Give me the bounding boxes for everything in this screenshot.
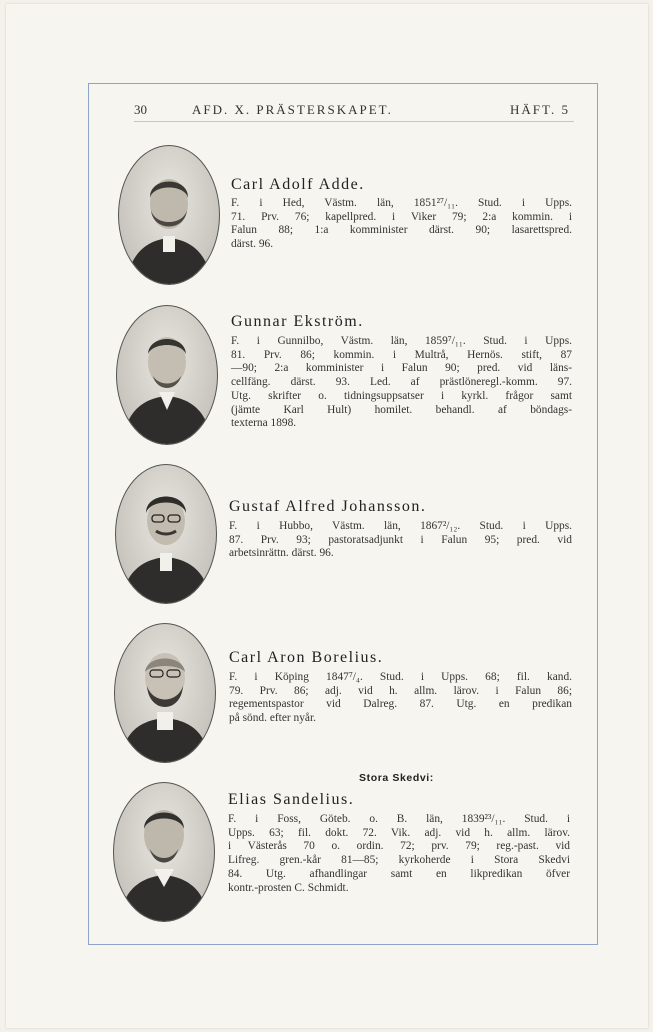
header-title: AFD. X. PRÄSTERSKAPET. bbox=[192, 102, 393, 117]
bio-line: (jämte Karl Hult) homilet. behandl. af böndags- bbox=[231, 403, 572, 416]
bio-line: i Västerås 70 o. ordin. 72; prv. 79; reg.-past. vid bbox=[228, 840, 570, 853]
bio-line: F. i Gunnilbo, Västm. län, 1859⁷/₁₁. Stud. i Upps. bbox=[231, 335, 572, 347]
running-header bbox=[134, 102, 574, 120]
bio-line: —90; 2:a komminister i Falun 90; pred. vid läns- bbox=[231, 362, 572, 375]
entry-name: Gunnar Ekström. bbox=[231, 313, 364, 330]
bio-line: cellfäng. därst. 93. Led. af prästlöneregl.-komm. 97. bbox=[231, 376, 572, 389]
bio-line: regementspastor vid Dalreg. 87. Utg. en predikan bbox=[229, 698, 572, 711]
entry-bio bbox=[231, 197, 572, 252]
header-rule bbox=[134, 121, 574, 122]
bio-line: F. i Hed, Västm. län, 1851²⁷/₁₁. Stud. i Upps. bbox=[231, 197, 572, 209]
entry-bio bbox=[231, 335, 572, 431]
portrait-photo bbox=[115, 464, 217, 604]
portrait-figure bbox=[115, 624, 215, 762]
portrait-photo bbox=[113, 782, 215, 922]
bio-line: arbetsinrättn. därst. 96. bbox=[229, 547, 334, 560]
section-label: Stora Skedvi: bbox=[359, 772, 434, 784]
entry-bio bbox=[228, 813, 570, 895]
entry-name: Carl Adolf Adde. bbox=[231, 176, 365, 193]
bio-line: Utg. skrifter o. tidningsuppsatser i kyrkl. frågor samt bbox=[231, 389, 572, 402]
header-volume: HÄFT. 5 bbox=[510, 102, 570, 117]
bio-line: kontr.-prosten C. Schmidt. bbox=[228, 881, 349, 894]
bio-line: 81. Prv. 86; kommin. i Multrå, Hernös. stift, 87 bbox=[231, 348, 572, 361]
bio-line: texterna 1898. bbox=[231, 417, 297, 430]
portrait-figure bbox=[119, 146, 219, 284]
portrait-figure bbox=[114, 783, 214, 921]
bio-line: Falun 88; 1:a komminister därst. 90; lasarettspred. bbox=[231, 224, 572, 237]
portrait-photo bbox=[114, 623, 216, 763]
bio-line: Upps. 63; fil. dokt. 72. Vik. adj. vid h. allm. lärov. bbox=[228, 826, 570, 839]
bio-line: på sönd. efter nyår. bbox=[229, 712, 316, 725]
bio-line: 84. Utg. afhandlingar samt en likpredikan öfver bbox=[228, 867, 570, 880]
entry-bio bbox=[229, 520, 572, 561]
bio-line: F. i Köping 1847⁷/₄. Stud. i Upps. 68; fil. kand. bbox=[229, 671, 572, 683]
entry-name: Elias Sandelius. bbox=[228, 791, 355, 808]
entry-bio bbox=[229, 671, 572, 726]
page-number: 30 bbox=[134, 102, 147, 117]
bio-line: därst. 96. bbox=[231, 238, 274, 251]
bio-line: 79. Prv. 86; adj. vid h. allm. lärov. i Falun 86; bbox=[229, 684, 572, 697]
bio-line: Lifreg. gren.-kår 81—85; kyrkoherde i Stora Skedvi bbox=[228, 854, 570, 867]
bio-line: 87. Prv. 93; pastoratsadjunkt i Falun 95; pred. vid bbox=[229, 533, 572, 546]
bio-line: F. i Hubbo, Västm. län, 1867²/₁₂. Stud. i Upps. bbox=[229, 520, 572, 532]
portrait-figure bbox=[116, 465, 216, 603]
entry-name: Gustaf Alfred Johansson. bbox=[229, 498, 427, 515]
portrait-photo bbox=[116, 305, 218, 445]
bio-line: F. i Foss, Göteb. o. B. län, 1839²³/₁₁. Stud. i bbox=[228, 813, 570, 825]
portrait-photo bbox=[118, 145, 220, 285]
entry-name: Carl Aron Borelius. bbox=[229, 649, 384, 666]
portrait-figure bbox=[117, 306, 217, 444]
bio-line: 71. Prv. 76; kapellpred. i Viker 79; 2:a kommin. i bbox=[231, 210, 572, 223]
